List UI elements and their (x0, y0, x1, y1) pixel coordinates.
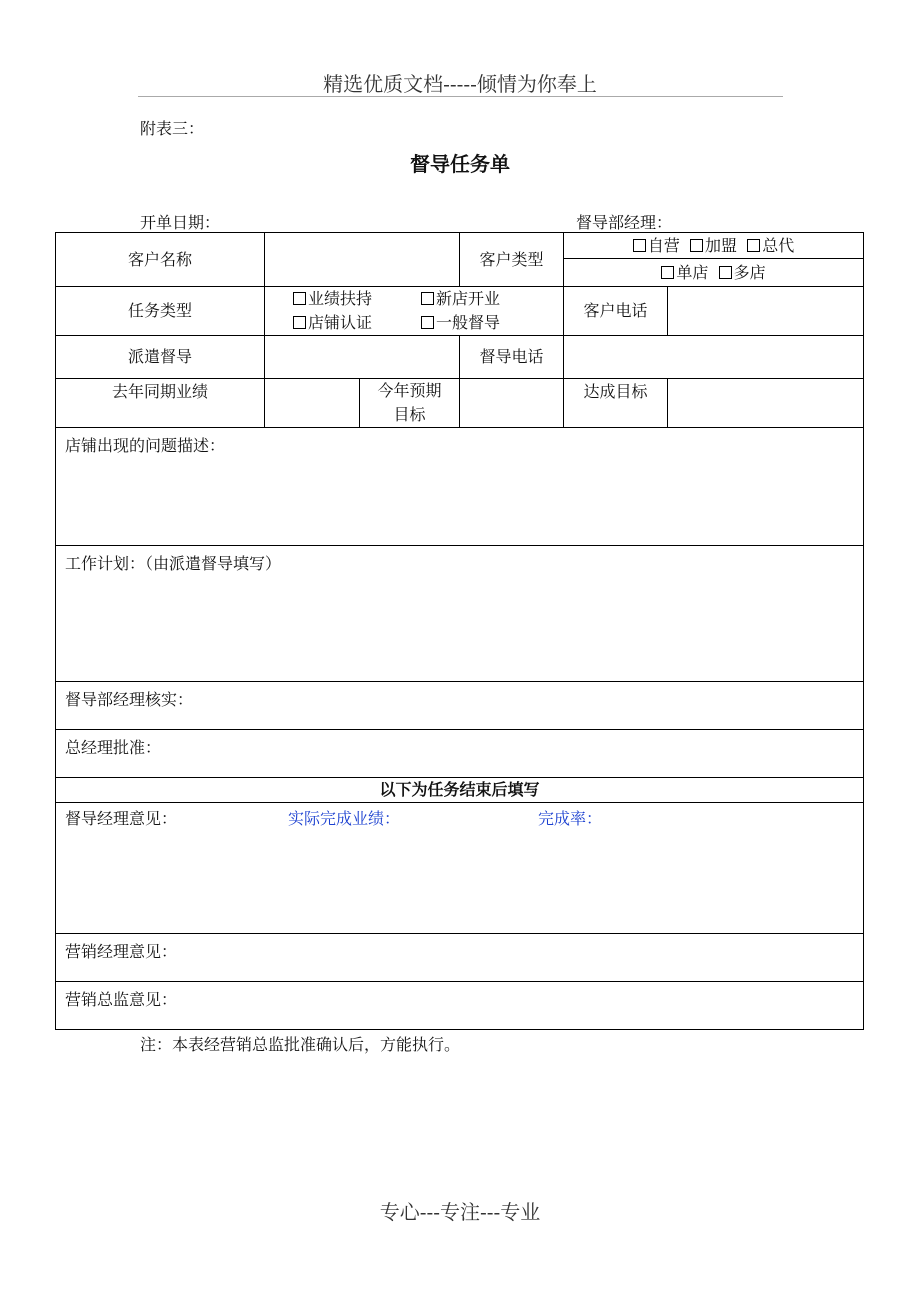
marketing-director-opinion-label: 营销总监意见： (65, 990, 178, 1009)
this-year-target-label-line1: 今年预期 (377, 381, 442, 400)
document-title: 督导任务单 (410, 152, 510, 176)
marketing-manager-opinion-field[interactable] (56, 934, 864, 982)
checkbox-icon (293, 316, 306, 329)
gm-approval-label: 总经理批准： (65, 738, 162, 757)
manager-verify-label: 督导部经理核实： (65, 690, 194, 709)
last-year-perf-label-cell (56, 379, 265, 428)
open-date-label: 开单日期： (140, 213, 221, 232)
last-year-perf-label: 去年同期业绩 (111, 382, 208, 401)
this-year-target-field[interactable] (460, 379, 564, 428)
actual-performance-label: 实际完成业绩： (288, 809, 401, 828)
achieve-target-label-cell (564, 379, 668, 428)
form-note: 注：本表经营销总监批准确认后，方能执行。 (140, 1035, 461, 1054)
checkbox-icon (421, 292, 434, 305)
this-year-target-label-line2: 目标 (393, 405, 426, 424)
last-year-perf-field[interactable] (265, 379, 360, 428)
task-type-label-cell (56, 287, 265, 336)
gm-approval-field[interactable] (56, 730, 864, 778)
customer-name-label-cell (56, 233, 265, 287)
achieve-target-label: 达成目标 (583, 382, 648, 401)
page-footer: 专心---专注---专业 (379, 1200, 541, 1224)
checkbox-option-franchise[interactable]: 加盟 (690, 236, 737, 255)
checkbox-icon (747, 239, 760, 252)
store-issues-field[interactable] (56, 428, 864, 546)
customer-type-options-row1 (564, 233, 864, 259)
assigned-supervisor-label: 派遣督导 (127, 347, 192, 366)
header-divider (138, 96, 783, 97)
checkbox-option-store-certification[interactable]: 店铺认证 (293, 311, 421, 335)
checkbox-option-general-supervision[interactable]: 一般督导 (421, 311, 531, 335)
customer-name-label: 客户名称 (127, 249, 192, 269)
customer-type-options-row2 (564, 259, 864, 287)
achieve-target-field[interactable] (668, 379, 864, 428)
assigned-supervisor-label-cell (56, 336, 265, 379)
appendix-label: 附表三： (140, 119, 205, 138)
checkbox-option-new-store-opening[interactable]: 新店开业 (421, 287, 531, 311)
checkbox-option-single-store[interactable]: 单店 (661, 263, 708, 282)
supervisor-phone-label-cell (460, 336, 564, 379)
customer-phone-field[interactable] (668, 287, 864, 336)
customer-type-label-cell (460, 233, 564, 287)
checkbox-option-performance-support[interactable]: 业绩扶持 (293, 287, 421, 311)
marketing-manager-opinion-label: 营销经理意见： (65, 942, 178, 961)
checkbox-icon (690, 239, 703, 252)
completion-rate-label: 完成率： (538, 809, 603, 828)
page-header: 精选优质文档-----倾情为你奉上 (323, 72, 597, 96)
marketing-director-opinion-field[interactable] (56, 982, 864, 1030)
supervisor-manager-label: 督导部经理： (576, 213, 673, 232)
task-type-options (265, 287, 564, 336)
customer-name-field[interactable] (265, 233, 460, 287)
supervisor-manager-opinion-label: 督导经理意见： (65, 809, 178, 828)
manager-verify-field[interactable] (56, 682, 864, 730)
checkbox-option-self-operated[interactable]: 自营 (633, 236, 680, 255)
supervisor-manager-opinion-field[interactable] (56, 803, 864, 934)
checkbox-icon (421, 316, 434, 329)
after-task-section-title: 以下为任务结束后填写 (379, 780, 540, 799)
task-type-label: 任务类型 (127, 301, 192, 320)
after-task-section-title-cell (56, 778, 864, 803)
store-issues-label: 店铺出现的问题描述： (65, 436, 226, 455)
assigned-supervisor-field[interactable] (265, 336, 460, 379)
work-plan-label: 工作计划：（由派遣督导填写） (65, 554, 282, 573)
supervisor-phone-field[interactable] (564, 336, 864, 379)
checkbox-option-multi-store[interactable]: 多店 (719, 263, 766, 282)
work-plan-field[interactable] (56, 546, 864, 682)
supervision-task-form (55, 232, 864, 1030)
customer-phone-label: 客户电话 (583, 301, 648, 320)
this-year-target-label-cell (360, 379, 460, 428)
supervisor-phone-label: 督导电话 (479, 347, 544, 366)
checkbox-icon (719, 266, 732, 279)
checkbox-icon (293, 292, 306, 305)
customer-type-label: 客户类型 (479, 249, 544, 269)
checkbox-option-general-agent[interactable]: 总代 (747, 236, 794, 255)
customer-phone-label-cell (564, 287, 668, 336)
checkbox-icon (633, 239, 646, 252)
checkbox-icon (661, 266, 674, 279)
